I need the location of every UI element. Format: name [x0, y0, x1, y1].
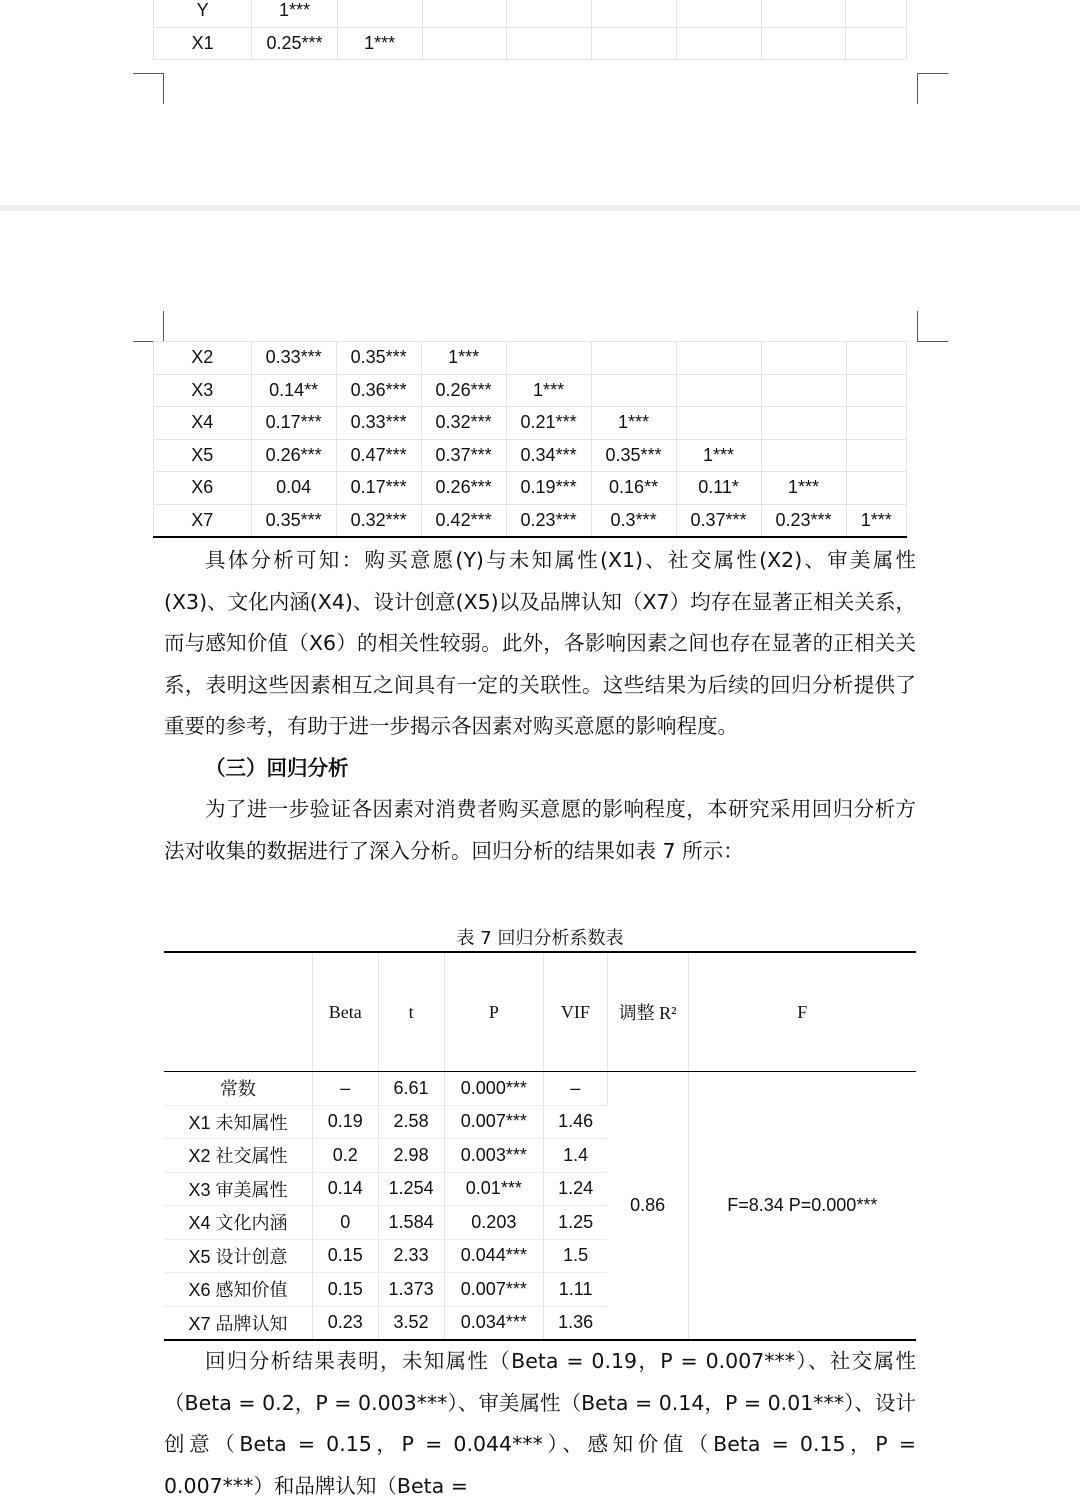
page-main: [0, 211, 1080, 1498]
table-cell: 1.5: [544, 1239, 608, 1273]
table-cell: 0.26***: [421, 472, 506, 505]
table-cell: 0.25***: [252, 27, 337, 60]
table-cell: 0.32***: [421, 407, 506, 440]
table-cell: 1***: [337, 27, 422, 60]
table-cell: X5 设计创意: [164, 1239, 312, 1273]
table-cell: 0.21***: [506, 407, 591, 440]
table-cell: [676, 374, 761, 407]
table-cell: 1.584: [378, 1206, 444, 1240]
table-cell: 1.25: [544, 1206, 608, 1240]
column-header: F: [688, 952, 916, 1072]
table-cell: 3.52: [378, 1306, 444, 1340]
table-cell: 0.007***: [444, 1273, 543, 1307]
table-cell: [761, 407, 846, 440]
table-cell: 2.58: [378, 1105, 444, 1139]
table-cell: [846, 0, 907, 27]
table-cell: [846, 407, 906, 440]
result-text: [164, 1341, 916, 1507]
table-cell: [422, 0, 507, 27]
row-label: Y: [154, 0, 252, 27]
body-text: [164, 540, 916, 872]
table-caption: 表 7 回归分析系数表: [456, 928, 624, 949]
table-cell: 0.19: [312, 1105, 378, 1139]
table-cell: [591, 374, 676, 407]
table-cell: 1.373: [378, 1273, 444, 1307]
table-cell: [422, 27, 507, 60]
table-cell: 1***: [591, 407, 676, 440]
table-cell: 0.47***: [336, 439, 421, 472]
result-paragraph: 回归分析结果表明，未知属性（Beta = 0.19，P = 0.007***）、社交属性（Beta = 0.2，P = 0.003***）、审美属性（Beta = 0.14，P = 0.01***）、设计创意（Beta = 0.15，P = 0.044***）、感知价值（Beta = 0.15，P = 0.007***）和品牌认知（Beta =: [164, 1349, 916, 1498]
table-cell: [676, 0, 761, 27]
table-cell: X3 审美属性: [164, 1172, 312, 1206]
table-cell: 0.33***: [336, 407, 421, 440]
row-label: X6: [154, 472, 252, 505]
intro-paragraph: 为了进一步验证各因素对消费者购买意愿的影响程度，本研究采用回归分析方法对收集的数据进行了深入分析。回归分析的结果如表 7 所示：: [164, 797, 916, 863]
column-header: VIF: [544, 952, 608, 1072]
table-row: [154, 504, 907, 537]
table-cell: 0.42***: [421, 504, 506, 537]
table-cell: 2.98: [378, 1139, 444, 1173]
table-cell: 1***: [676, 439, 761, 472]
row-label: X7: [154, 504, 252, 537]
table-cell: 0.19***: [506, 472, 591, 505]
table-cell: [761, 0, 846, 27]
table-cell: 0.04: [251, 472, 336, 505]
table-cell: X7 品牌认知: [164, 1306, 312, 1340]
table-row: [154, 472, 907, 505]
column-header: [164, 952, 312, 1072]
crop-mark: [133, 73, 164, 104]
table-cell: 0.14**: [251, 374, 336, 407]
table-cell: 0.17***: [251, 407, 336, 440]
column-header: 调整 R²: [607, 952, 688, 1072]
table-cell: 1***: [846, 504, 906, 537]
table-cell: X2 社交属性: [164, 1139, 312, 1173]
table-cell: 0.36***: [336, 374, 421, 407]
table-cell: –: [312, 1072, 378, 1106]
table-cell: [846, 472, 906, 505]
table-cell: [592, 27, 677, 60]
table-cell: 0.23***: [761, 504, 846, 537]
table-cell: 0.26***: [421, 374, 506, 407]
table-cell: 1***: [761, 472, 846, 505]
table-cell: [761, 374, 846, 407]
correlation-table-top: [153, 0, 907, 60]
table-cell: X1 未知属性: [164, 1105, 312, 1139]
table-cell: 1.4: [544, 1139, 608, 1173]
table-cell: 0.11*: [676, 472, 761, 505]
f-value-cell: F=8.34 P=0.000***: [688, 1072, 916, 1341]
table-cell: X4 文化内涵: [164, 1206, 312, 1240]
table-cell: 0.37***: [676, 504, 761, 537]
table-cell: [506, 342, 591, 375]
crop-mark: [917, 73, 948, 104]
table-cell: 0.01***: [444, 1172, 543, 1206]
crop-mark: [917, 311, 948, 342]
table-cell: 0.16**: [591, 472, 676, 505]
table-cell: [676, 342, 761, 375]
crop-mark: [133, 311, 164, 342]
regression-table: [164, 951, 916, 1341]
table-cell: 1.24: [544, 1172, 608, 1206]
correlation-table-bottom: [153, 341, 907, 538]
table-cell: 0.35***: [591, 439, 676, 472]
row-label: X2: [154, 342, 252, 375]
column-header: Beta: [312, 952, 378, 1072]
table-row: [154, 407, 907, 440]
row-label: X5: [154, 439, 252, 472]
table-cell: [761, 439, 846, 472]
table-row: [154, 0, 907, 27]
column-header: P: [444, 952, 543, 1072]
table-cell: 0.007***: [444, 1105, 543, 1139]
table-cell: [846, 342, 906, 375]
table-row: [164, 1072, 916, 1106]
table-cell: 0.23***: [506, 504, 591, 537]
table-cell: 6.61: [378, 1072, 444, 1106]
table-cell: 1.46: [544, 1105, 608, 1139]
table-row: [154, 374, 907, 407]
table-cell: [592, 0, 677, 27]
analysis-paragraph: 具体分析可知：购买意愿(Y)与未知属性(X1)、社交属性(X2)、审美属性(X3)、文化内涵(X4)、设计创意(X5)以及品牌认知（X7）均存在显著正相关关系，而与感知价值（X6）的相关性较弱。此外，各影响因素之间也存在显著的正相关关系，表明这些因素相互之间具有一定的关联性。这些结果为后续的回归分析提供了重要的参考，有助于进一步揭示各因素对购买意愿的影响程度。: [164, 548, 916, 738]
table-cell: 0.26***: [251, 439, 336, 472]
table-cell: 常数: [164, 1072, 312, 1106]
table-cell: 0: [312, 1206, 378, 1240]
table-cell: [507, 27, 592, 60]
table-cell: [676, 407, 761, 440]
table-row: [154, 342, 907, 375]
table-cell: 0.044***: [444, 1239, 543, 1273]
table-cell: 0.35***: [251, 504, 336, 537]
table-cell: 0.32***: [336, 504, 421, 537]
table-cell: 0.17***: [336, 472, 421, 505]
table-row: [154, 439, 907, 472]
table-cell: 2.33: [378, 1239, 444, 1273]
table-cell: 0.33***: [251, 342, 336, 375]
table-cell: [507, 0, 592, 27]
table-cell: 0.003***: [444, 1139, 543, 1173]
table-cell: 1***: [506, 374, 591, 407]
table-cell: [676, 27, 761, 60]
column-header: t: [378, 952, 444, 1072]
row-label: X1: [154, 27, 252, 60]
row-label: X4: [154, 407, 252, 440]
table-cell: 0.35***: [336, 342, 421, 375]
page-top: [0, 0, 1080, 205]
table-cell: [846, 27, 907, 60]
table-cell: 1***: [421, 342, 506, 375]
table-cell: 0.15: [312, 1273, 378, 1307]
table-row: [154, 27, 907, 60]
table-cell: 1***: [252, 0, 337, 27]
table-cell: [846, 439, 906, 472]
table-cell: 0.034***: [444, 1306, 543, 1340]
table-cell: [846, 374, 906, 407]
table-cell: [591, 342, 676, 375]
section-heading: （三）回归分析: [205, 755, 349, 780]
table-cell: 0.203: [444, 1206, 543, 1240]
table-cell: [337, 0, 422, 27]
row-label: X3: [154, 374, 252, 407]
table-cell: 0.15: [312, 1239, 378, 1273]
table-cell: 0.37***: [421, 439, 506, 472]
table-cell: 0.34***: [506, 439, 591, 472]
table-cell: 0.000***: [444, 1072, 543, 1106]
table-cell: 0.14: [312, 1172, 378, 1206]
table-cell: X6 感知价值: [164, 1273, 312, 1307]
table-cell: [761, 342, 846, 375]
table-cell: –: [544, 1072, 608, 1106]
table-cell: 0.2: [312, 1139, 378, 1173]
table-cell: [761, 27, 846, 60]
table-cell: 1.11: [544, 1273, 608, 1307]
adjusted-r2-cell: 0.86: [607, 1072, 688, 1341]
table-cell: 0.23: [312, 1306, 378, 1340]
table-cell: 1.254: [378, 1172, 444, 1206]
table-cell: 1.36: [544, 1306, 608, 1340]
table-cell: 0.3***: [591, 504, 676, 537]
